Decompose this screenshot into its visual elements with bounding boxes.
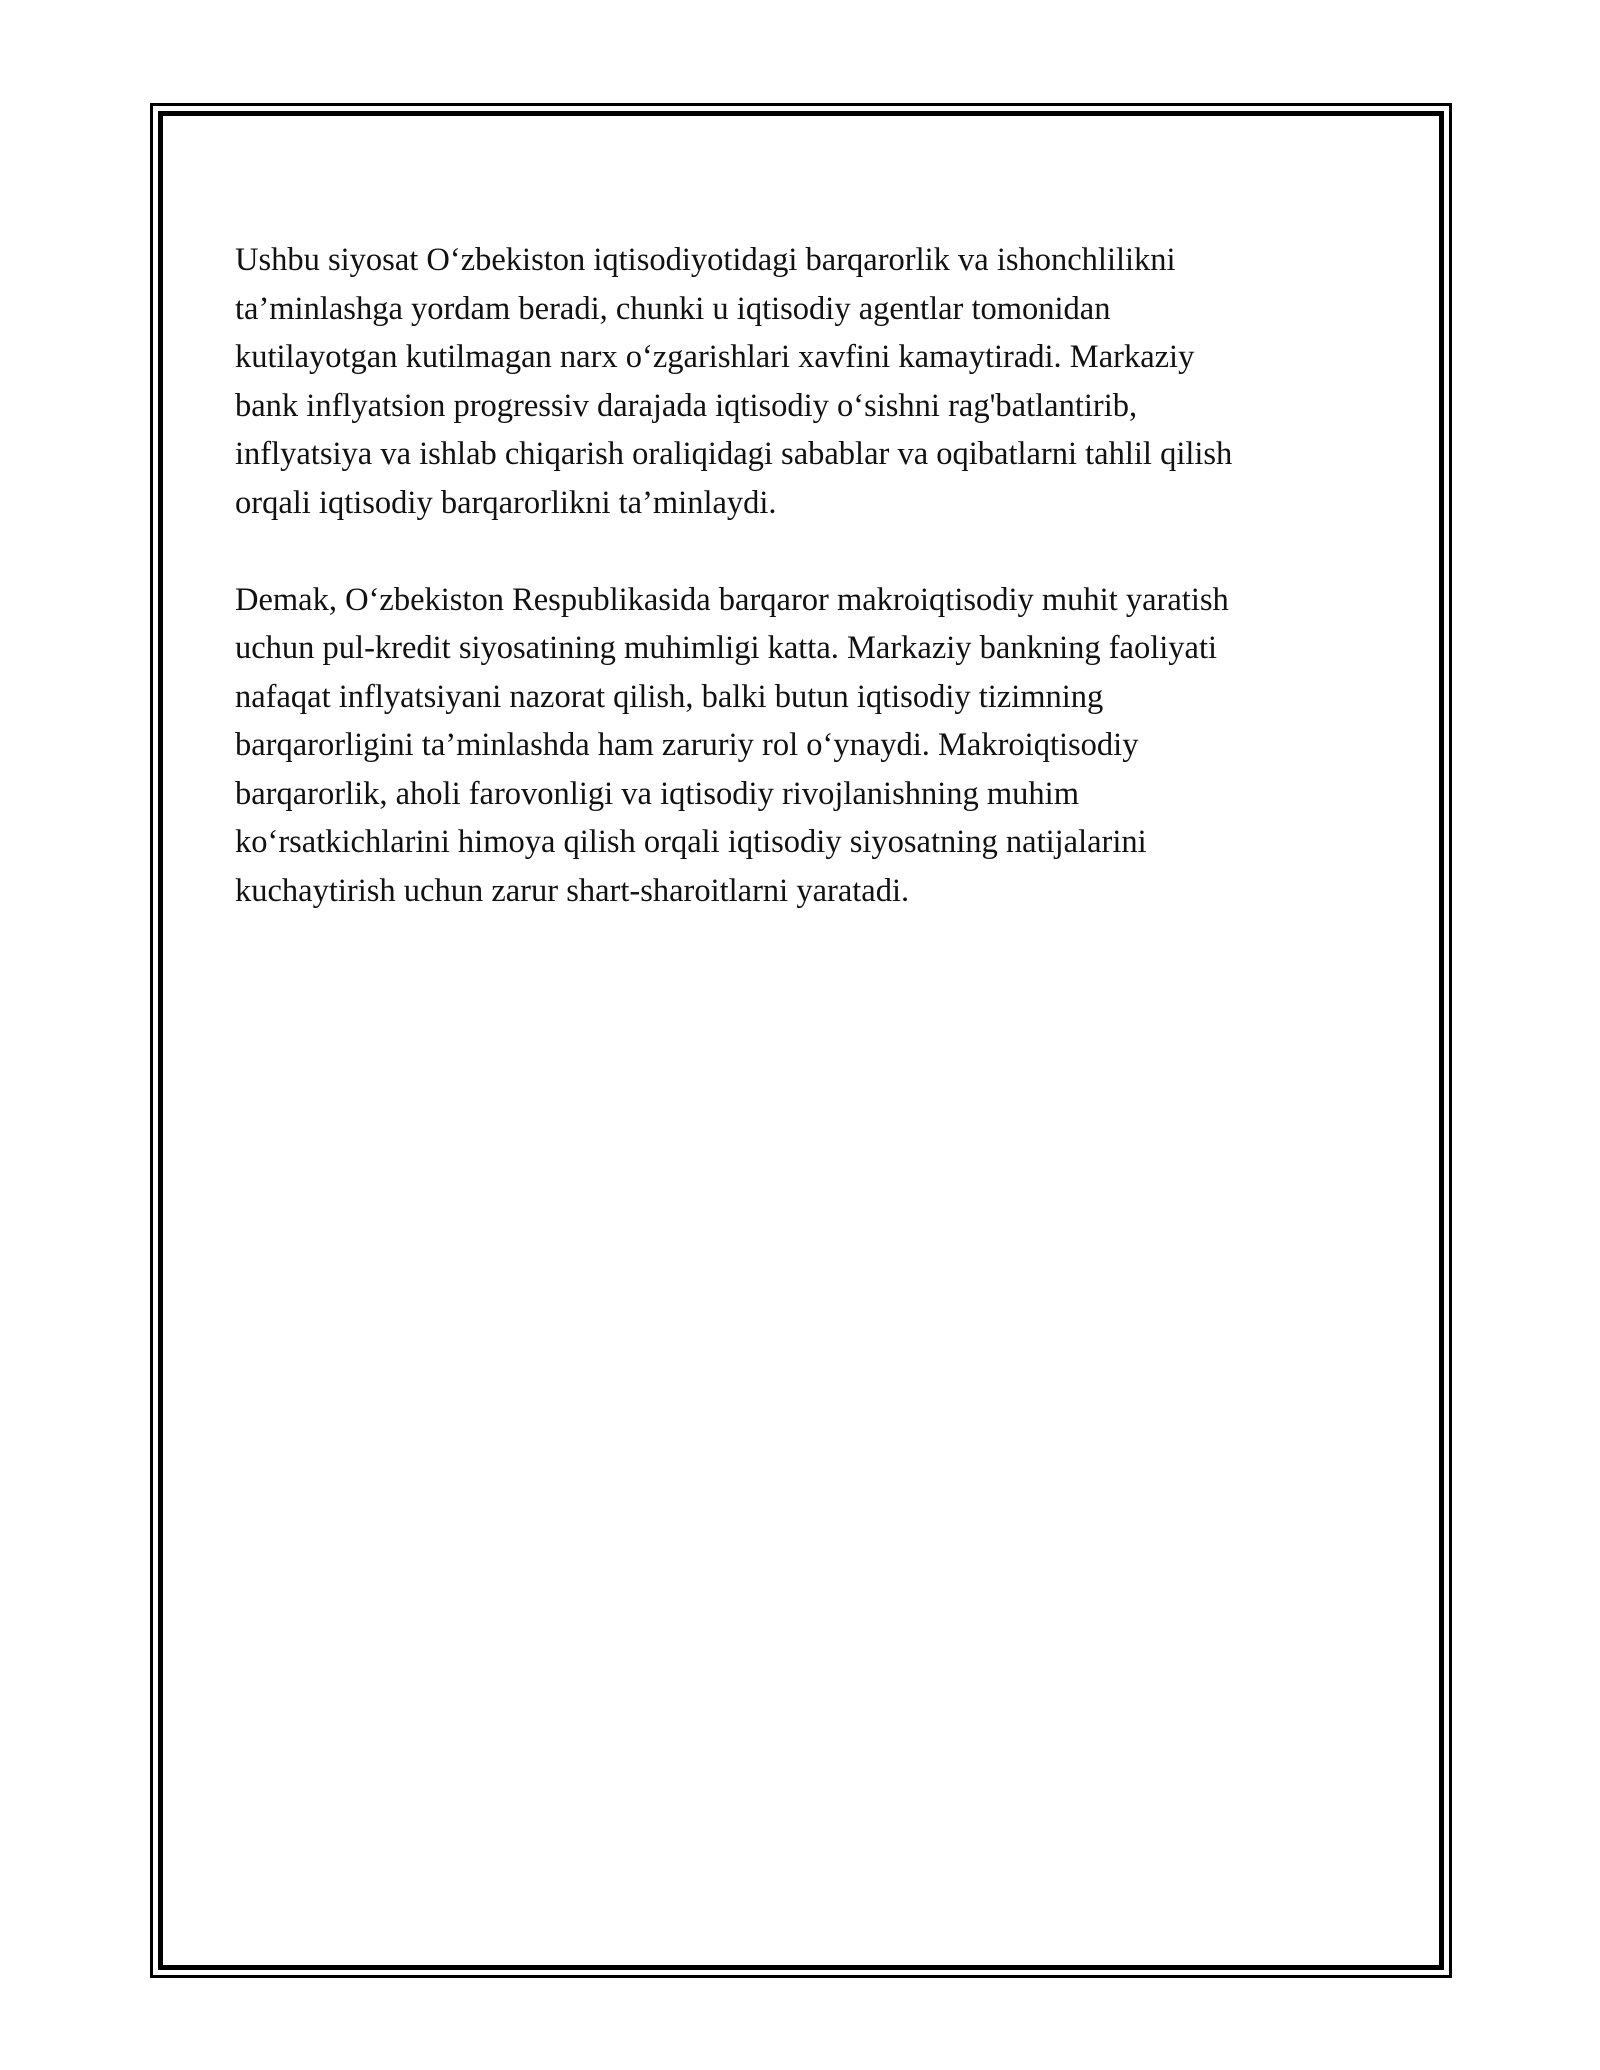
text-line: Ushbu siyosat O‘zbekiston iqtisodiyotidagi barqarorlik va ishonchlilikni — [235, 242, 1176, 278]
text-line: inflyatsiya va ishlab chiqarish oraliqidagi sabablar va oqibatlarni tahlil qilish — [235, 436, 1233, 472]
text-line: barqarorligini ta’minlashda ham zaruriy rol o‘ynaydi. Makroiqtisodiy — [235, 727, 1139, 763]
document-body — [235, 236, 1375, 964]
text-line: ta’minlashga yordam beradi, chunki u iqtisodiy agentlar tomonidan — [235, 290, 1111, 327]
text-line: uchun pul-kredit siyosatining muhimligi katta. Markaziy bankning faoliyati — [235, 630, 1218, 666]
text-line: ko‘rsatkichlarini himoya qilish orqali iqtisodiy siyosatning natijalarini — [235, 824, 1147, 860]
text-line: orqali iqtisodiy barqarorlikni ta’minlaydi. — [235, 484, 777, 521]
text-line: barqarorlik, aholi farovonligi va iqtisodiy rivojlanishning muhim — [235, 775, 1079, 812]
text-line: kutilayotgan kutilmagan narx o‘zgarishlari xavfini kamaytiradi. Markaziy — [235, 339, 1195, 375]
text-line: nafaqat inflyatsiyani nazorat qilish, balki butun iqtisodiy tizimning — [235, 678, 1104, 715]
paragraph-1 — [235, 236, 1375, 527]
text-line: bank inflyatsion progressiv darajada iqtisodiy o‘sishni rag'batlantirib, — [235, 387, 1138, 424]
text-line: Demak, O‘zbekiston Respublikasida barqaror makroiqtisodiy muhit yaratish — [235, 581, 1229, 618]
paragraph-2 — [235, 576, 1375, 916]
text-line: kuchaytirish uchun zarur shart-sharoitlarni yaratadi. — [235, 872, 910, 909]
